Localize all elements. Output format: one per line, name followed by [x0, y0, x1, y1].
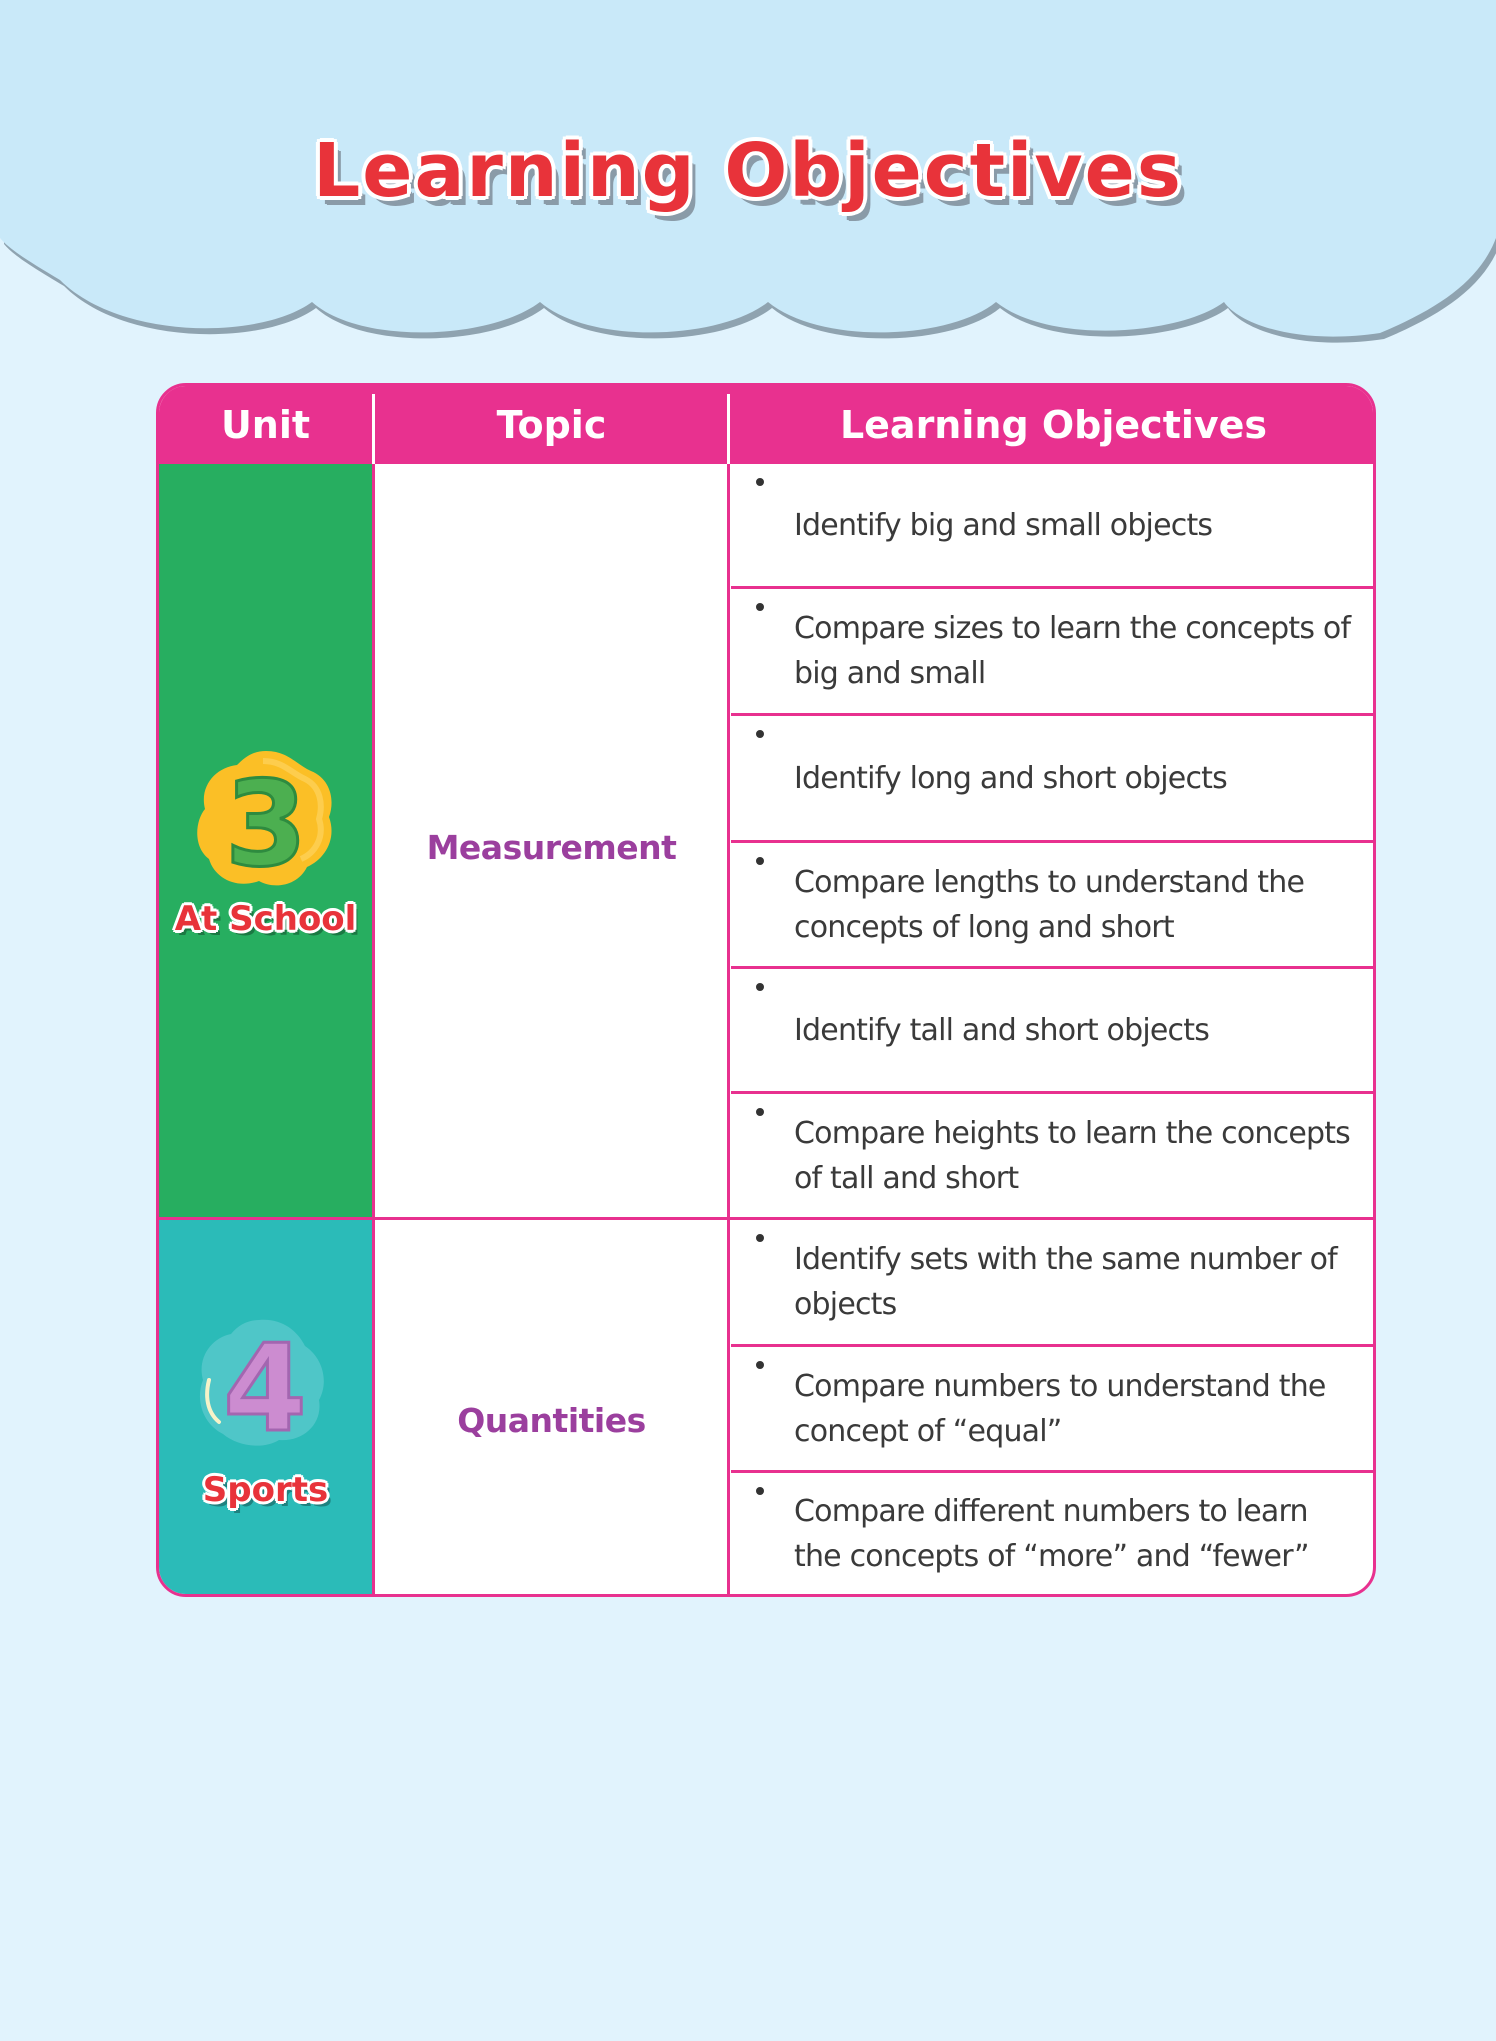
topic-measurement: Measurement: [426, 828, 677, 867]
objective-text: Compare numbers to understand the concept of “equal”: [794, 1368, 1326, 1449]
learning-objectives-table: [156, 383, 1376, 1597]
objective-text: Compare lengths to understand the concepts of long and short: [794, 864, 1305, 945]
objective-text: Compare different numbers to learn the concepts of “more” and “fewer”: [794, 1493, 1309, 1574]
bullet-icon: [756, 603, 764, 611]
topic-quantities: Quantities: [457, 1401, 646, 1440]
svg-text:4: 4: [223, 1320, 307, 1450]
bullet-icon: [756, 478, 764, 486]
unit-name-sports: Sports: [202, 1470, 329, 1510]
objective-text: Compare sizes to learn the concepts of big and small: [794, 611, 1351, 691]
objective-text: Identify tall and short objects: [794, 1012, 1210, 1048]
objective-row: [731, 1347, 1376, 1470]
objective-row: [731, 1473, 1376, 1594]
objective-text: Compare heights to learn the concepts of tall and short: [794, 1115, 1351, 1196]
header-divider: [727, 394, 730, 464]
bullet-icon: [756, 857, 764, 865]
objective-row: [731, 716, 1376, 840]
number-3-icon: [193, 747, 339, 893]
objective-row: [731, 589, 1376, 713]
header-unit: Unit: [220, 403, 311, 447]
objective-text: Identify long and short objects: [794, 760, 1227, 796]
table-header: [159, 386, 1373, 464]
bullet-icon: [756, 1108, 764, 1116]
svg-text:3: 3: [224, 755, 308, 893]
header-topic: Topic: [496, 403, 607, 447]
unit-name-at-school: At School: [174, 899, 357, 939]
bullet-icon: [756, 1361, 764, 1369]
bullet-icon: [756, 730, 764, 738]
objective-row: [731, 969, 1376, 1091]
unit-cell-4: [159, 1220, 372, 1597]
objective-text: Identify big and small objects: [794, 507, 1213, 543]
objective-row: [731, 843, 1376, 966]
unit-cell-3: [159, 464, 372, 1217]
bullet-icon: [756, 1234, 764, 1242]
header-learning-objectives: Learning Objectives: [839, 403, 1268, 447]
objective-row: [731, 464, 1376, 586]
unit-divider: [159, 1217, 731, 1220]
objective-row: [731, 1220, 1376, 1344]
objective-row: [731, 1094, 1376, 1217]
page-title: Learning Objectives: [313, 128, 1183, 214]
bullet-icon: [756, 983, 764, 991]
objective-text: Identify sets with the same number of objects: [794, 1242, 1337, 1322]
number-4-icon: [193, 1316, 333, 1450]
bullet-icon: [756, 1487, 764, 1495]
